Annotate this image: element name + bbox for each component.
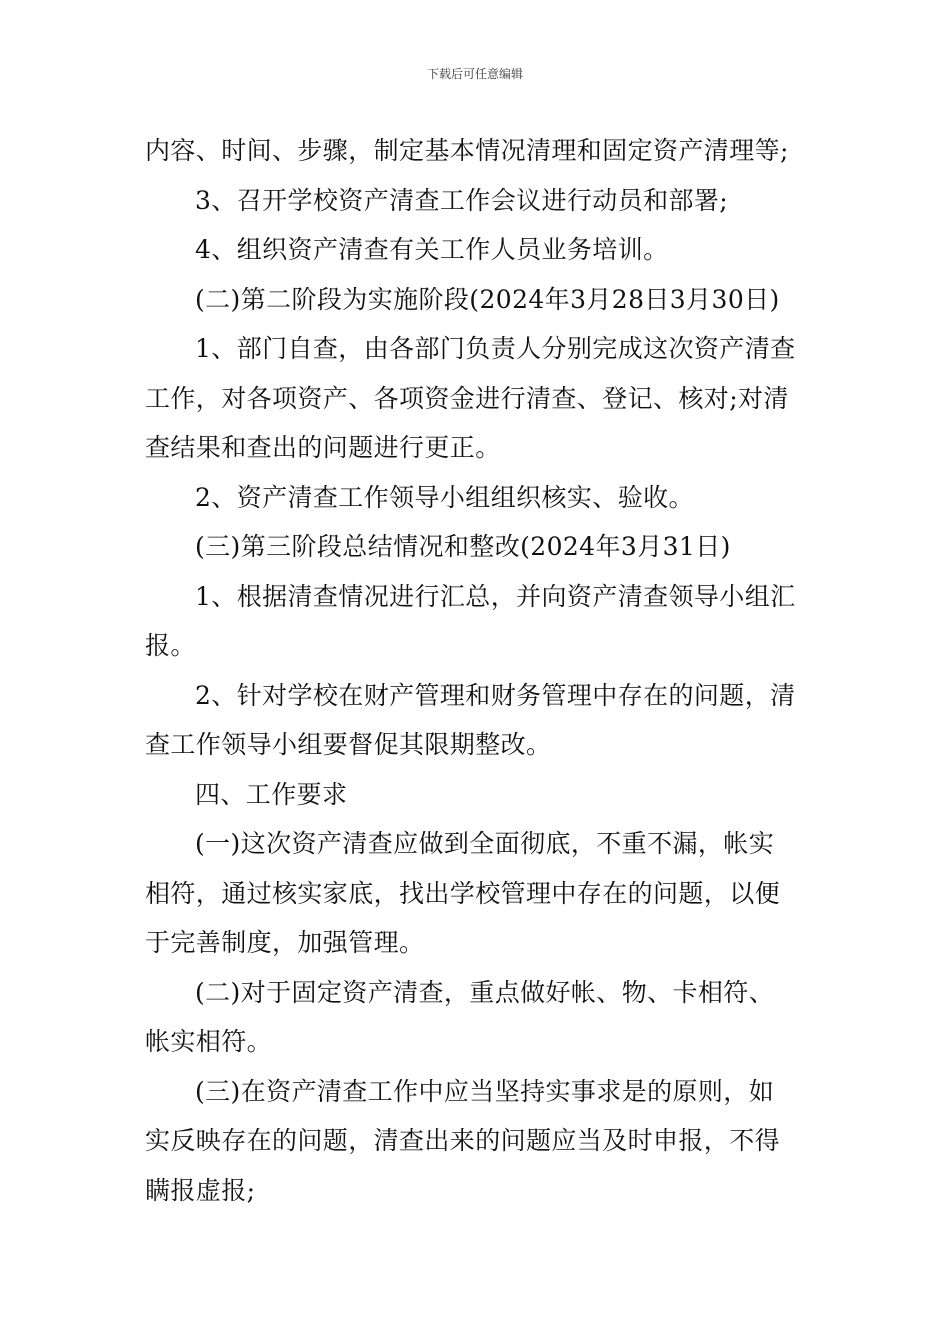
page-header-watermark: 下载后可任意编辑 xyxy=(426,67,523,81)
text-line: 工作，对各项资产、各项资金进行清查、登记、核对;对清 xyxy=(145,383,789,413)
text-line: 4、组织资产清查有关工作人员业务培训。 xyxy=(195,235,669,264)
text-line: 于完善制度，加强管理。 xyxy=(145,928,425,957)
text-line: 帐实相符。 xyxy=(145,1027,273,1056)
text-line: 1、根据清查情况进行汇总，并向资产清查领导小组汇 xyxy=(195,581,796,611)
text-line: 2、资产清查工作领导小组组织核实、验收。 xyxy=(195,482,694,512)
text-line: 四、工作要求 xyxy=(195,779,348,809)
text-line: 相符，通过核实家底，找出学校管理中存在的问题，以便 xyxy=(145,878,781,908)
text-line: 查结果和查出的问题进行更正。 xyxy=(145,433,501,462)
text-line: 实反映存在的问题，清查出来的问题应当及时申报，不得 xyxy=(145,1126,781,1155)
text-line: 报。 xyxy=(145,631,196,660)
text-line: 1、部门自查，由各部门负责人分别完成这次资产清查 xyxy=(195,334,796,363)
text-line: 2、针对学校在财产管理和财务管理中存在的问题，清 xyxy=(195,680,796,710)
text-line: (三)在资产清查工作中应当坚持实事求是的原则，如 xyxy=(195,1076,775,1106)
text-line: 查工作领导小组要督促其限期整改。 xyxy=(145,730,552,759)
text-line: (一)这次资产清查应做到全面彻底，不重不漏，帐实 xyxy=(195,829,775,858)
text-line: (三)第三阶段总结情况和整改(2024年3月31日) xyxy=(195,532,731,561)
text-line: (二)对于固定资产清查，重点做好帐、物、卡相符、 xyxy=(195,977,775,1007)
text-line: 内容、时间、步骤，制定基本情况清理和固定资产清理等; xyxy=(145,136,789,165)
text-line: 3、召开学校资产清查工作会议进行动员和部署; xyxy=(195,185,729,215)
text-line: 瞒报虚报; xyxy=(145,1175,256,1205)
document-body xyxy=(145,126,810,1215)
text-line: (二)第二阶段为实施阶段(2024年3月28日3月30日) xyxy=(195,284,780,314)
